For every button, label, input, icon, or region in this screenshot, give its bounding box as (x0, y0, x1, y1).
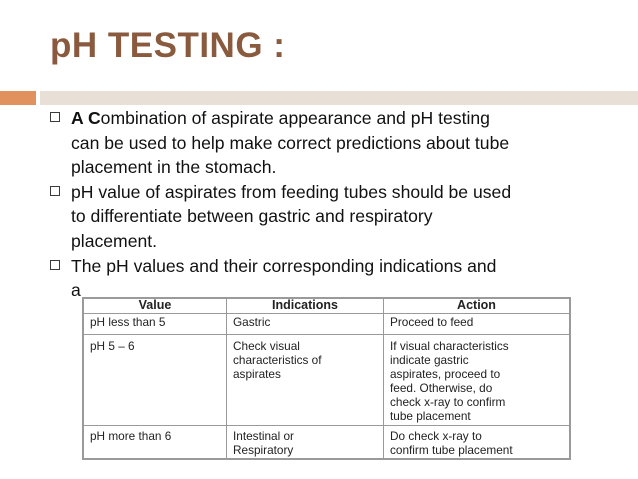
value-cell (84, 335, 227, 426)
table-header-action: Action (384, 299, 570, 314)
table-row (84, 426, 570, 459)
bullet-lead-text: A C (71, 108, 101, 128)
checkbox-bullet-icon (50, 186, 60, 196)
value-cell (84, 426, 227, 459)
bullet-line: placement in the stomach. (71, 157, 277, 178)
table-row (84, 335, 570, 426)
cell-line: If visual characteristics (390, 339, 509, 353)
ph-table-image (82, 297, 571, 460)
cell-line: pH 5 – 6 (90, 339, 135, 353)
cell-line: indicate gastric (390, 353, 469, 367)
cell-line: characteristics of (233, 353, 322, 367)
title-accent-bar (0, 91, 36, 105)
table-row (84, 314, 570, 335)
checkbox-bullet-icon (50, 260, 60, 270)
bullet-list (50, 106, 620, 303)
table-header-value: Value (84, 299, 227, 314)
table-header-indications: Indications (227, 299, 384, 314)
cell-line: aspirates (233, 367, 281, 381)
bullet-line: a (71, 280, 81, 301)
cell-line: Check visual (233, 339, 300, 353)
indications-cell (227, 335, 384, 426)
bullet-item (50, 180, 620, 254)
cell-line: Proceed to feed (390, 315, 474, 329)
cell-line: Intestinal or (233, 429, 294, 443)
action-cell (384, 314, 570, 335)
ph-table (83, 298, 570, 459)
cell-line: check x-ray to confirm (390, 395, 506, 409)
indications-cell (227, 426, 384, 459)
bullet-item (50, 106, 620, 180)
cell-line: pH less than 5 (90, 315, 166, 329)
indications-cell (227, 314, 384, 335)
bullet-line: placement. (71, 230, 158, 251)
cell-line: confirm tube placement (390, 443, 513, 457)
cell-line: pH more than 6 (90, 429, 172, 443)
title-rule-bar (40, 91, 638, 105)
bullet-line: can be used to help make correct predictions about tube (71, 132, 510, 153)
action-cell (384, 426, 570, 459)
checkbox-bullet-icon (50, 112, 60, 122)
cell-line: tube placement (390, 409, 471, 423)
bullet-line: pH value of aspirates from feeding tubes should be used (71, 181, 512, 202)
bullet-line: ombination of aspirate appearance and pH testing (100, 108, 490, 128)
cell-line: Do check x-ray to (390, 429, 482, 443)
cell-line: Gastric (233, 315, 271, 329)
bullet-item (50, 254, 620, 303)
slide-title: pH TESTING : (50, 26, 286, 65)
value-cell (84, 314, 227, 335)
cell-line: feed. Otherwise, do (390, 381, 493, 395)
cell-line: Respiratory (233, 443, 294, 457)
bullet-line: The pH values and their corresponding indications and (71, 255, 497, 276)
bullet-line: to differentiate between gastric and respiratory (71, 206, 433, 227)
action-cell (384, 335, 570, 426)
cell-line: aspirates, proceed to (390, 367, 501, 381)
table-header-row (84, 299, 570, 314)
